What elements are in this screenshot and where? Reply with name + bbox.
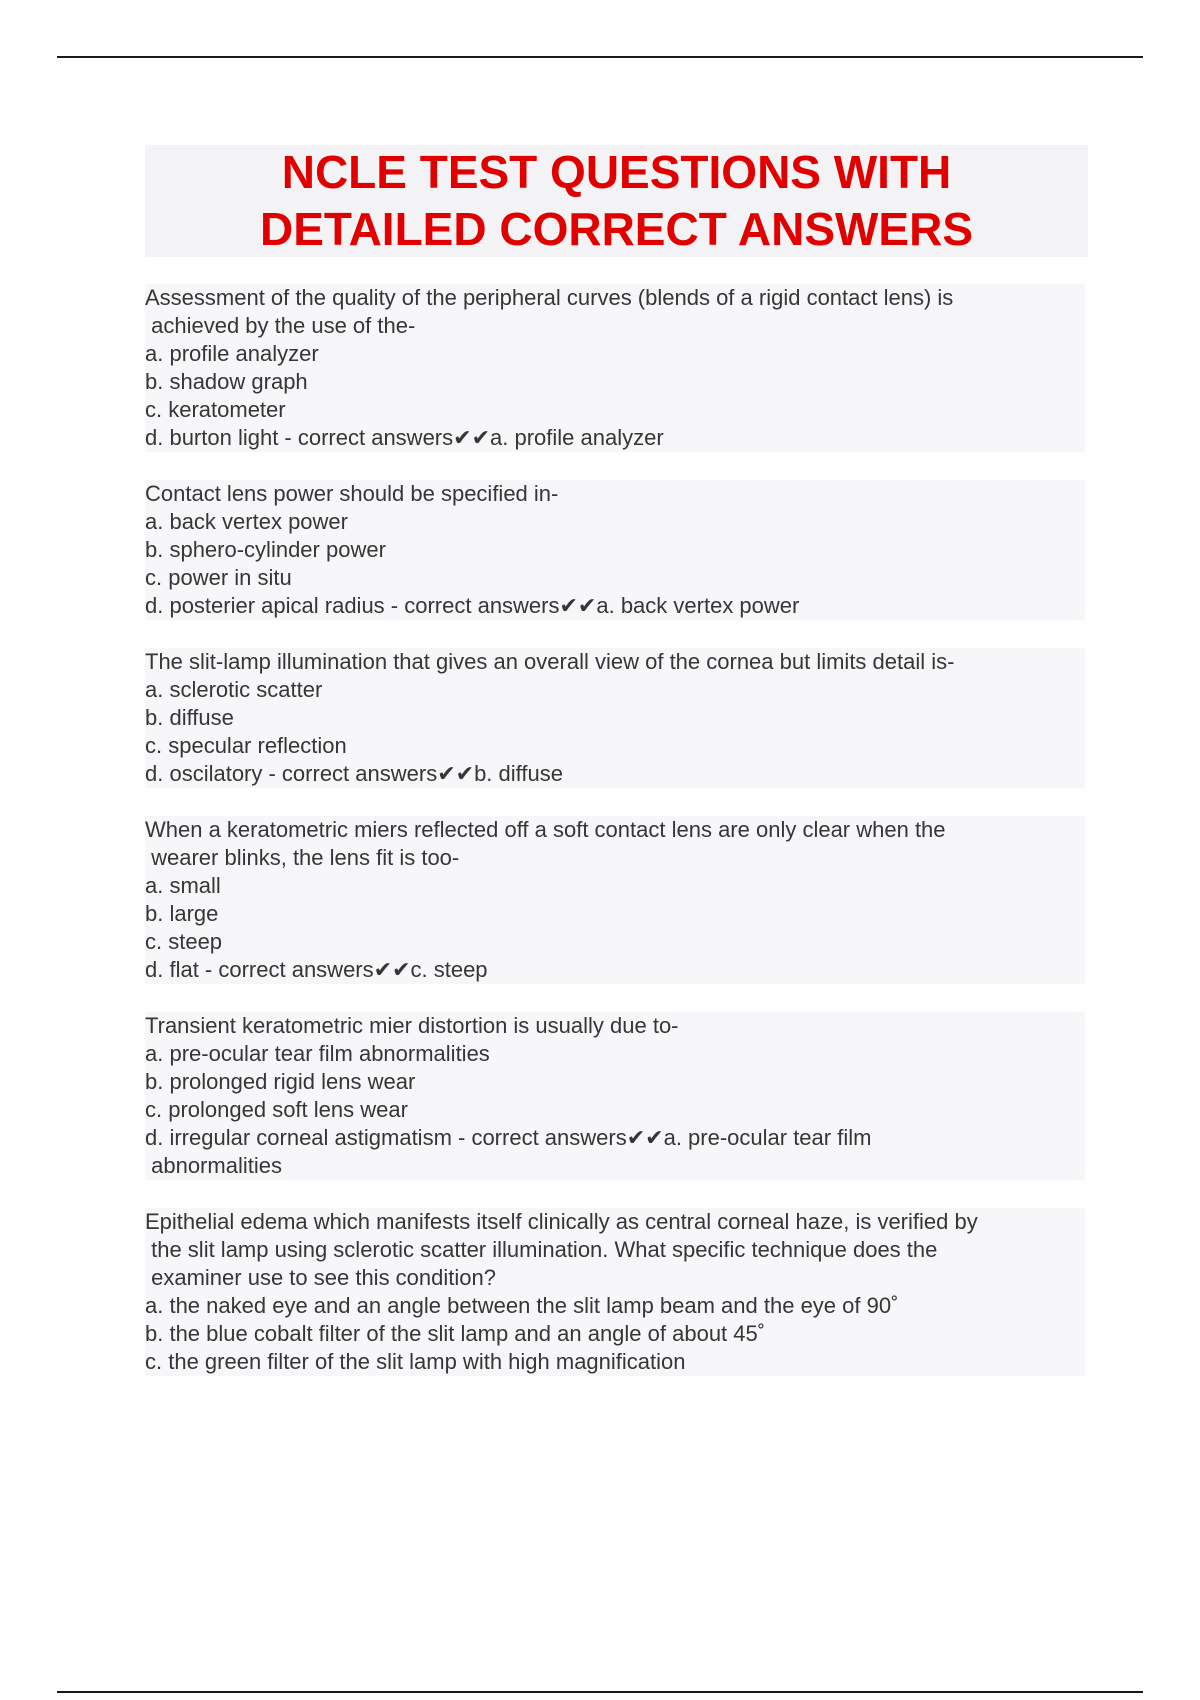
answer-option-with-key: d. burton light - correct answers✔✔a. profile analyzer xyxy=(145,424,1085,452)
question-block xyxy=(145,1012,1085,1180)
answer-option: c. steep xyxy=(145,928,1085,956)
question-block xyxy=(145,648,1085,788)
answer-option: b. large xyxy=(145,900,1085,928)
question-line: The slit-lamp illumination that gives an overall view of the cornea but limits detail is- xyxy=(145,648,1085,676)
answer-option: b. shadow graph xyxy=(145,368,1085,396)
question-block xyxy=(145,480,1085,620)
answer-option: c. power in situ xyxy=(145,564,1085,592)
answer-option-with-key: d. irregular corneal astigmatism - correct answers✔✔a. pre-ocular tear film xyxy=(145,1124,1085,1152)
answer-option: b. prolonged rigid lens wear xyxy=(145,1068,1085,1096)
question-block xyxy=(145,284,1085,452)
question-block xyxy=(145,1208,1085,1376)
question-line: achieved by the use of the- xyxy=(145,312,1085,340)
footer-rule xyxy=(57,1691,1143,1693)
question-line: Epithelial edema which manifests itself clinically as central corneal haze, is verified by xyxy=(145,1208,1085,1236)
answer-option: a. sclerotic scatter xyxy=(145,676,1085,704)
answer-option: a. pre-ocular tear film abnormalities xyxy=(145,1040,1085,1068)
title-line-1: NCLE TEST QUESTIONS WITH xyxy=(281,146,952,198)
question-line: Contact lens power should be specified in- xyxy=(145,480,1085,508)
answer-option: b. sphero-cylinder power xyxy=(145,536,1085,564)
question-line: the slit lamp using sclerotic scatter illumination. What specific technique does the xyxy=(145,1236,1085,1264)
header-rule xyxy=(57,56,1143,58)
question-line: When a keratometric miers reflected off a soft contact lens are only clear when the xyxy=(145,816,1085,844)
question-line: examiner use to see this condition? xyxy=(145,1264,1085,1292)
title-line-2: DETAILED CORRECT ANSWERS xyxy=(260,203,973,255)
answer-option: c. specular reflection xyxy=(145,732,1085,760)
document-title xyxy=(260,144,973,258)
answer-option: a. back vertex power xyxy=(145,508,1085,536)
answer-option-with-key: d. flat - correct answers✔✔c. steep xyxy=(145,956,1085,984)
question-block xyxy=(145,816,1085,984)
answer-option-continuation: abnormalities xyxy=(145,1152,1085,1180)
question-line: Assessment of the quality of the peripheral curves (blends of a rigid contact lens) is xyxy=(145,284,1085,312)
answer-option: b. the blue cobalt filter of the slit lamp and an angle of about 45˚ xyxy=(145,1320,1085,1348)
title-banner xyxy=(145,145,1088,257)
answer-option: c. keratometer xyxy=(145,396,1085,424)
answer-option: c. prolonged soft lens wear xyxy=(145,1096,1085,1124)
question-list xyxy=(145,284,1085,1404)
answer-option: a. profile analyzer xyxy=(145,340,1085,368)
answer-option: c. the green filter of the slit lamp with high magnification xyxy=(145,1348,1085,1376)
answer-option: b. diffuse xyxy=(145,704,1085,732)
answer-option-with-key: d. posterier apical radius - correct answers✔✔a. back vertex power xyxy=(145,592,1085,620)
question-line: wearer blinks, the lens fit is too- xyxy=(145,844,1085,872)
question-line: Transient keratometric mier distortion is usually due to- xyxy=(145,1012,1085,1040)
answer-option: a. small xyxy=(145,872,1085,900)
answer-option-with-key: d. oscilatory - correct answers✔✔b. diffuse xyxy=(145,760,1085,788)
answer-option: a. the naked eye and an angle between the slit lamp beam and the eye of 90˚ xyxy=(145,1292,1085,1320)
